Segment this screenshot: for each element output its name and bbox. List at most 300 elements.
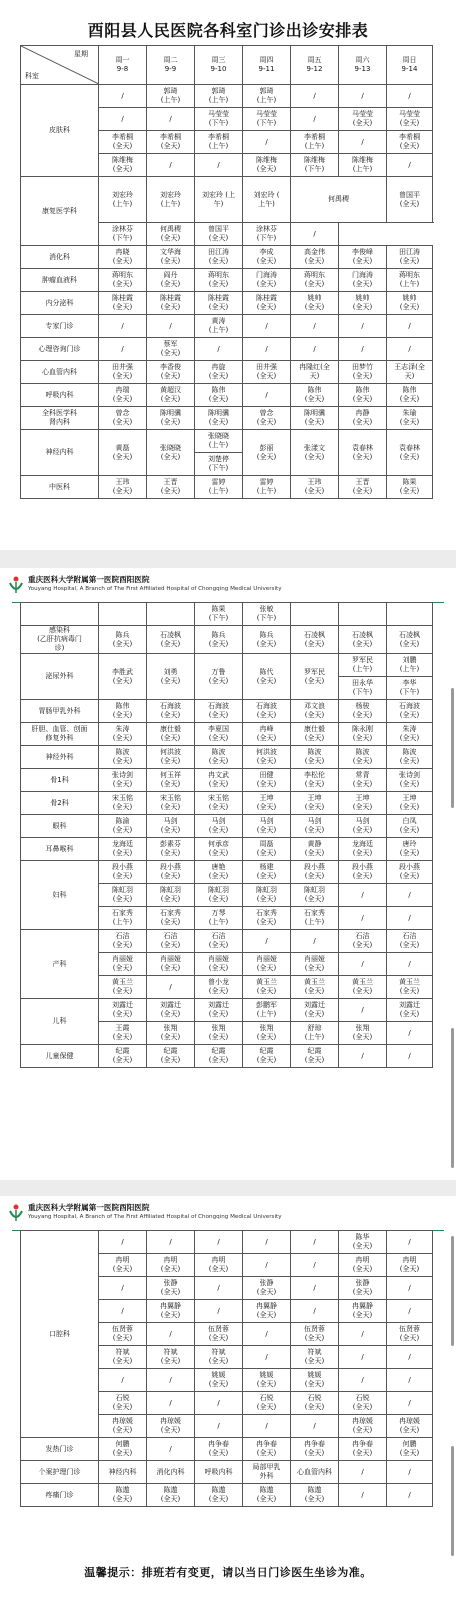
- schedule-cell: 李夏国 (全天): [195, 723, 243, 746]
- schedule-cell: /: [147, 1231, 195, 1254]
- schedule-cell: 纪霞 (全天): [243, 1045, 291, 1068]
- schedule-cell: /: [339, 953, 387, 976]
- schedule-cell: /: [387, 1045, 433, 1068]
- schedule-cell: 曾念 (全天): [243, 407, 291, 430]
- schedule-cell: 冉隆红(全 天): [291, 361, 339, 384]
- schedule-cell: /: [195, 1415, 243, 1438]
- schedule-cell: /: [387, 1346, 433, 1369]
- schedule-cell: 冉明 (全天): [387, 1254, 433, 1277]
- schedule-table-2: [20, 602, 433, 1068]
- schedule-cell: 李希桐 (全天): [387, 131, 433, 154]
- table-row: [21, 361, 433, 384]
- schedule-cell: /: [339, 1484, 387, 1507]
- schedule-cell: 陈虹羽 (全天): [99, 884, 147, 907]
- schedule-cell: 蒋明东 (上午): [387, 269, 433, 292]
- schedule-cell: /: [339, 907, 387, 930]
- schedule-cell: 陈波 (全天): [339, 746, 387, 769]
- day-header-7: 周日 9-14: [387, 46, 433, 85]
- schedule-cell: 朱涛 (全天): [387, 723, 433, 746]
- dept-name: [21, 603, 99, 626]
- schedule-cell: 石凌枫 (全天): [147, 626, 195, 654]
- schedule-cell: 马莹莹 (下午): [195, 108, 243, 131]
- table-row: [21, 269, 433, 292]
- dept-name: 儿科: [21, 999, 99, 1045]
- schedule-cell: 姚帅 (全天): [339, 292, 387, 315]
- schedule-cell: 陈明骥 (全天): [291, 407, 339, 430]
- schedule-cell: 陈华 (全天): [339, 1231, 387, 1254]
- schedule-cell: 陈维梅 (下午): [291, 154, 339, 177]
- schedule-cell: 王晋 (全天): [147, 476, 195, 499]
- schedule-cell: 曾国平 (全天): [195, 223, 243, 246]
- schedule-cell: 舒琼 (上午): [291, 1022, 339, 1045]
- dept-name: 产科: [21, 930, 99, 999]
- schedule-cell: /: [291, 85, 339, 108]
- day-header-4: 周四 9-11: [243, 46, 291, 85]
- schedule-cell: 陈兵 (全天): [243, 626, 291, 654]
- schedule-cell: /: [243, 384, 291, 407]
- schedule-cell: 伍贤蓉 (全天): [195, 1323, 243, 1346]
- hospital-logo-icon: [8, 1203, 24, 1223]
- schedule-cell: /: [291, 1254, 339, 1277]
- schedule-cell: 石海波 (全天): [195, 700, 243, 723]
- schedule-cell: /: [339, 131, 387, 154]
- schedule-cell: /: [339, 1045, 387, 1068]
- dept-name: 眼科: [21, 815, 99, 838]
- day-header-2: 周二 9-9: [147, 46, 195, 85]
- schedule-cell: 何洪波 (全天): [147, 746, 195, 769]
- schedule-cell: 石锐 (全天): [243, 1392, 291, 1415]
- table-row: [21, 292, 433, 315]
- dept-name: 心理咨询门诊: [21, 338, 99, 361]
- schedule-cell: 心血管内科: [291, 1461, 339, 1484]
- schedule-cell: 黄静 (全天): [291, 838, 339, 861]
- schedule-cell: 张漾文 (全天): [291, 430, 339, 476]
- schedule-cell: 符斌 (全天): [195, 1346, 243, 1369]
- schedule-cell: 石家秀 (上午): [291, 907, 339, 930]
- schedule-cell: 雷婷 (上午): [243, 476, 291, 499]
- table-row: [21, 338, 433, 361]
- schedule-cell: 马剑 (全天): [339, 815, 387, 838]
- dept-name: 专家门诊: [21, 315, 99, 338]
- schedule-cell: 宋玉铭 (全天): [147, 792, 195, 815]
- schedule-cell: 陈虹羽 (全天): [291, 884, 339, 907]
- schedule-cell: 龙海廷 (全天): [339, 838, 387, 861]
- hospital-logo-icon: [8, 575, 24, 595]
- schedule-cell: 陈明骥 (全天): [147, 407, 195, 430]
- schedule-cell: 文华海 (全天): [147, 246, 195, 269]
- schedule-cell: 陈波 (全天): [291, 746, 339, 769]
- schedule-cell: 黄玉兰 (全天): [99, 976, 147, 999]
- schedule-cell: 符斌 (全天): [291, 1346, 339, 1369]
- schedule-cell: 唐玲 (全天): [387, 838, 433, 861]
- schedule-cell: 石洁 (全天): [147, 930, 195, 953]
- hospital-name-en: Youyang Hospital, A Branch of The First Affiliated Hospital of Chongqing Medical University: [28, 586, 282, 592]
- scrollbar[interactable]: [451, 688, 454, 808]
- page-title: 酉阳县人民医院各科室门诊出诊安排表: [87, 21, 369, 40]
- schedule-cell: /: [291, 1300, 339, 1323]
- schedule-cell: 何玉祥 (全天): [147, 769, 195, 792]
- schedule-cell: 刘勇 (全天): [147, 654, 195, 700]
- schedule-cell: 黄磊 (全天): [99, 430, 147, 476]
- schedule-cell: /: [339, 1346, 387, 1369]
- schedule-cell: 黄玉兰 (全天): [339, 976, 387, 999]
- schedule-cell: 符斌 (全天): [99, 1346, 147, 1369]
- schedule-cell: /: [147, 154, 195, 177]
- schedule-cell: 彭鹏军 (上午): [243, 999, 291, 1022]
- day-header-5: 周五 9-12: [291, 46, 339, 85]
- schedule-cell: 冉明 (全天): [195, 1254, 243, 1277]
- schedule-cell: /: [339, 1323, 387, 1346]
- schedule-cell: 何鹏 (全天): [387, 1438, 433, 1461]
- dept-name: 儿童保健: [21, 1045, 99, 1068]
- schedule-cell: /: [387, 1300, 433, 1323]
- schedule-cell: 田井强 (全天): [243, 361, 291, 384]
- schedule-cell: 康仕毅 (全天): [147, 723, 195, 746]
- schedule-cell: 石凌枫 (全天): [387, 626, 433, 654]
- schedule-cell: /: [243, 1231, 291, 1254]
- schedule-cell: 神经内科: [99, 1461, 147, 1484]
- schedule-cell: 冉峰 (全天): [243, 723, 291, 746]
- schedule-cell: /: [99, 1369, 147, 1392]
- schedule-cell: 陈伟 (全天): [99, 700, 147, 723]
- schedule-cell: 张晓晓 (上午): [195, 430, 243, 453]
- schedule-cell: 陈永刚 (全天): [339, 723, 387, 746]
- schedule-cell: 冉争春 (全天): [339, 1438, 387, 1461]
- schedule-cell: /: [147, 315, 195, 338]
- table-row: [21, 603, 433, 626]
- corner-weekday-label: 星期: [74, 50, 88, 58]
- schedule-cell: 张翔 (全天): [339, 1022, 387, 1045]
- table-row: [21, 85, 433, 108]
- schedule-cell: 马剑 (全天): [243, 815, 291, 838]
- schedule-cell: 张晓晓 (全天): [147, 430, 195, 476]
- schedule-cell: 周磊 (全天): [243, 838, 291, 861]
- schedule-cell: 陈遨 (全天): [291, 1484, 339, 1507]
- schedule-cell: 石家秀 (全天): [147, 907, 195, 930]
- dept-name: 妇科: [21, 861, 99, 930]
- schedule-cell: 冉争春 (全天): [243, 1438, 291, 1461]
- table-row: [21, 1438, 433, 1461]
- schedule-cell: 曾小龙 (全天): [195, 976, 243, 999]
- schedule-cell: 冉明 (全天): [339, 1254, 387, 1277]
- dept-name: 皮肤科: [21, 85, 99, 177]
- schedule-cell: [339, 603, 387, 626]
- schedule-cell: 高金伟 (全天): [291, 246, 339, 269]
- schedule-cell: 陈桂霞 (全天): [195, 292, 243, 315]
- schedule-cell: 陈伟 (全天): [387, 384, 433, 407]
- schedule-cell: 肖丽娅 (全天): [147, 953, 195, 976]
- schedule-cell: 杨骏 (全天): [339, 700, 387, 723]
- schedule-cell: 田健 (全天): [243, 769, 291, 792]
- schedule-cell: /: [195, 1300, 243, 1323]
- table-row: [21, 430, 433, 453]
- schedule-cell: 冉琼媛 (全天): [147, 1415, 195, 1438]
- day-header-6: 周六 9-13: [339, 46, 387, 85]
- schedule-cell: 刘宏玲 (上 午): [195, 177, 243, 223]
- table-row: [21, 384, 433, 407]
- schedule-cell: /: [195, 1277, 243, 1300]
- schedule-cell: 冉旋 (全天): [195, 361, 243, 384]
- schedule-cell: 陈代 (全天): [243, 654, 291, 700]
- schedule-cell: 何禹稷 (全天): [147, 223, 195, 246]
- schedule-cell: 彭素芬 (全天): [147, 838, 195, 861]
- schedule-cell: 冉翼静 (全天): [147, 1300, 195, 1323]
- hospital-name-en: Youyang Hospital, A Branch of The First Affiliated Hospital of Chongqing Medical University: [28, 1214, 282, 1220]
- schedule-cell: 万琴 (上午): [195, 907, 243, 930]
- schedule-cell: 冉琼媛 (全天): [99, 1415, 147, 1438]
- schedule-cell: 刘鹏 (上午): [387, 654, 433, 677]
- schedule-cell: /: [387, 1484, 433, 1507]
- schedule-cell: 肖丽娅 (全天): [291, 953, 339, 976]
- table-row: [21, 407, 433, 430]
- schedule-cell: 陈伟 (全天): [195, 384, 243, 407]
- schedule-cell: /: [147, 1323, 195, 1346]
- schedule-cell: 黄玉兰 (全天): [243, 976, 291, 999]
- schedule-cell: 李华 (下午): [387, 677, 433, 700]
- schedule-cell: 石锐 (全天): [99, 1392, 147, 1415]
- schedule-cell: /: [147, 1392, 195, 1415]
- schedule-cell: 马莹莹 (全天): [387, 108, 433, 131]
- schedule-cell: 李希桐 (全天): [147, 131, 195, 154]
- header-row: [21, 46, 433, 85]
- table-row: [21, 769, 433, 792]
- schedule-cell: 肖丽娅 (全天): [243, 953, 291, 976]
- schedule-cell: 段小燕 (全天): [291, 861, 339, 884]
- schedule-cell: /: [195, 1392, 243, 1415]
- schedule-cell: /: [147, 1438, 195, 1461]
- schedule-cell: /: [387, 1277, 433, 1300]
- schedule-cell: /: [99, 338, 147, 361]
- schedule-cell: 陈虹羽 (全天): [195, 884, 243, 907]
- schedule-cell: 王坤 (全天): [339, 792, 387, 815]
- dept-name: 呼吸内科: [21, 384, 99, 407]
- schedule-cell: 纪霞 (全天): [291, 1045, 339, 1068]
- schedule-cell: /: [291, 108, 339, 131]
- table-row: [21, 792, 433, 815]
- schedule-cell: 陈桂霞 (全天): [147, 292, 195, 315]
- schedule-cell: /: [99, 1231, 147, 1254]
- schedule-cell: 蒋明东 (全天): [291, 269, 339, 292]
- schedule-cell: 姚媛 (全天): [291, 1369, 339, 1392]
- schedule-cell: /: [195, 338, 243, 361]
- schedule-cell: 消化内科: [147, 1461, 195, 1484]
- schedule-cell: 刘宏玲 (上午): [99, 177, 147, 223]
- schedule-cell: 阎丹 (全天): [147, 269, 195, 292]
- dept-name: 神经外科: [21, 746, 99, 769]
- schedule-cell: 刘露迁 (全天): [147, 999, 195, 1022]
- schedule-cell: 冉琼媛 (全天): [339, 1415, 387, 1438]
- page-3: [0, 1196, 456, 1600]
- dept-name: 个案护理门诊: [21, 1461, 99, 1484]
- scrollbar[interactable]: [451, 1446, 454, 1556]
- schedule-cell: 陈明骥 (全天): [195, 407, 243, 430]
- schedule-cell: 王玮 (全天): [291, 476, 339, 499]
- table-row: [21, 1461, 433, 1484]
- dept-name: 全科医学科 肾内科: [21, 407, 99, 430]
- table-row: [21, 999, 433, 1022]
- table-row: [21, 746, 433, 769]
- schedule-cell: 刘宏玲 (上午): [147, 177, 195, 223]
- schedule-cell: 何禹稷: [291, 177, 387, 223]
- table-row: [21, 177, 433, 223]
- hospital-name: 重庆医科大学附属第一医院酉阳医院: [28, 575, 150, 584]
- schedule-cell: /: [291, 1277, 339, 1300]
- schedule-cell: /: [291, 315, 339, 338]
- schedule-cell: /: [99, 1277, 147, 1300]
- schedule-cell: 刘露迁 (全天): [99, 999, 147, 1022]
- schedule-cell: /: [243, 1346, 291, 1369]
- schedule-cell: /: [387, 85, 433, 108]
- schedule-cell: 李希桐 (上午): [195, 131, 243, 154]
- schedule-cell: 杨建 (全天): [243, 861, 291, 884]
- schedule-cell: 罗军民 (上午): [339, 654, 387, 677]
- schedule-cell: 张静 (全天): [243, 1277, 291, 1300]
- schedule-cell: 李希桐 (上午): [291, 131, 339, 154]
- schedule-cell: 朱瑜 (全天): [387, 407, 433, 430]
- schedule-cell: /: [291, 1231, 339, 1254]
- schedule-cell: 纪霞 (全天): [99, 1045, 147, 1068]
- schedule-cell: 伍贤蓉 (全天): [99, 1323, 147, 1346]
- schedule-cell: 王霞 (全天): [99, 1022, 147, 1045]
- schedule-cell: 冉翼静 (全天): [243, 1300, 291, 1323]
- schedule-cell: /: [147, 976, 195, 999]
- schedule-cell: 陈兵 (全天): [195, 626, 243, 654]
- schedule-cell: 局部甲乳 外科: [243, 1461, 291, 1484]
- schedule-cell: 呼吸内科: [195, 1461, 243, 1484]
- schedule-cell: /: [243, 930, 291, 953]
- schedule-cell: 石海波 (全天): [147, 700, 195, 723]
- schedule-cell: 石凌枫 (全天): [291, 626, 339, 654]
- schedule-cell: /: [339, 85, 387, 108]
- scrollbar[interactable]: [451, 1028, 454, 1168]
- schedule-cell: /: [387, 1022, 433, 1045]
- schedule-cell: 冉琼媛 (全天): [387, 1415, 433, 1438]
- schedule-cell: /: [387, 884, 433, 907]
- dept-name: 耳鼻喉科: [21, 838, 99, 861]
- schedule-cell: 伍贤蓉 (全天): [387, 1323, 433, 1346]
- schedule-cell: 万鲁 (全天): [195, 654, 243, 700]
- table-row: [21, 930, 433, 953]
- schedule-cell: 门海涛 (全天): [243, 269, 291, 292]
- schedule-cell: 陈桂霞 (全天): [243, 292, 291, 315]
- schedule-cell: 冉静 (全天): [339, 407, 387, 430]
- schedule-cell: 伍贤蓉 (全天): [291, 1323, 339, 1346]
- schedule-cell: 马剑 (全天): [195, 815, 243, 838]
- schedule-cell: 李胜武 (全天): [99, 654, 147, 700]
- schedule-cell: 曾念 (全天): [99, 407, 147, 430]
- schedule-cell: 黄玉兰 (全天): [291, 976, 339, 999]
- schedule-cell: 张敏 (下午): [243, 603, 291, 626]
- scrollbar[interactable]: [451, 1236, 454, 1346]
- schedule-cell: 李松伦 (全天): [291, 769, 339, 792]
- schedule-cell: 王坤 (全天): [387, 792, 433, 815]
- dept-name: 肿瘤血液科: [21, 269, 99, 292]
- page-2: [0, 568, 456, 1180]
- schedule-cell: /: [99, 108, 147, 131]
- table-row: [21, 815, 433, 838]
- schedule-cell: 宋玉铭 (全天): [99, 792, 147, 815]
- schedule-cell: 陈遨 (全天): [243, 1484, 291, 1507]
- schedule-cell: 李俊峰 (全天): [339, 246, 387, 269]
- schedule-cell: 黄玉兰 (全天): [387, 976, 433, 999]
- schedule-cell: 郭琦 (上午): [147, 85, 195, 108]
- schedule-table-3: [20, 1230, 433, 1507]
- schedule-cell: 袁春林 (全天): [387, 430, 433, 476]
- schedule-cell: 白凤 (全天): [387, 815, 433, 838]
- schedule-cell: 彭丽 (全天): [243, 430, 291, 476]
- dept-name: 骨2科: [21, 792, 99, 815]
- schedule-cell: /: [147, 1369, 195, 1392]
- schedule-cell: 雷婷 (上午): [195, 476, 243, 499]
- table-row: [21, 1231, 433, 1254]
- schedule-cell: 何承彦 (全天): [195, 838, 243, 861]
- schedule-cell: /: [243, 1323, 291, 1346]
- schedule-cell: 陈兵 (全天): [99, 626, 147, 654]
- schedule-cell: 陈波 (全天): [195, 746, 243, 769]
- schedule-cell: 刘露迁 (全天): [387, 999, 433, 1022]
- schedule-cell: 王志泽(全 天): [387, 361, 433, 384]
- schedule-cell: 张诗剑 (全天): [387, 769, 433, 792]
- schedule-cell: /: [243, 338, 291, 361]
- schedule-cell: 肖丽娅 (全天): [99, 953, 147, 976]
- corner-cell: [21, 46, 99, 85]
- schedule-cell: 张翔 (全天): [195, 1022, 243, 1045]
- schedule-cell: 陈虹羽 (全天): [147, 884, 195, 907]
- schedule-cell: 冉瑞 (全天): [99, 384, 147, 407]
- schedule-cell: /: [387, 154, 433, 177]
- schedule-cell: 田井强 (全天): [99, 361, 147, 384]
- schedule-cell: 刘宏玲 ( 上午): [243, 177, 291, 223]
- schedule-cell: 纪霞 (全天): [195, 1045, 243, 1068]
- schedule-cell: 曾国平 (全天): [387, 177, 433, 223]
- schedule-cell: 康仕毅 (全天): [291, 723, 339, 746]
- schedule-cell: 田江涛 (全天): [387, 246, 433, 269]
- schedule-cell: /: [291, 338, 339, 361]
- dept-name: 疼痛门诊: [21, 1484, 99, 1507]
- schedule-cell: 陈维梅 (全天): [243, 154, 291, 177]
- schedule-cell: 马莹莹 (全天): [339, 108, 387, 131]
- table-row: [21, 1484, 433, 1507]
- dept-name: 胃肠甲乳外科: [21, 700, 99, 723]
- schedule-cell: 田江涛 (全天): [195, 246, 243, 269]
- schedule-cell: 姚媛 (全天): [243, 1369, 291, 1392]
- dept-name: 中医科: [21, 476, 99, 499]
- schedule-table-1: [20, 45, 433, 499]
- table-row: [21, 476, 433, 499]
- schedule-cell: 姚帅 (全天): [387, 292, 433, 315]
- schedule-cell: /: [387, 315, 433, 338]
- schedule-cell: 邓文浪 (全天): [291, 700, 339, 723]
- table-row: [21, 315, 433, 338]
- schedule-cell: /: [243, 315, 291, 338]
- schedule-cell: 陈伟 (全天): [291, 384, 339, 407]
- schedule-cell: /: [387, 1369, 433, 1392]
- schedule-cell: 张诗剑 (全天): [99, 769, 147, 792]
- schedule-cell: 石海波 (全天): [243, 700, 291, 723]
- schedule-cell: 石锐 (全天): [291, 1392, 339, 1415]
- dept-name: 心血管内科: [21, 361, 99, 384]
- schedule-cell: 龙海廷 (全天): [99, 838, 147, 861]
- schedule-cell: 段小燕 (全天): [387, 861, 433, 884]
- schedule-cell: 李希桐 (全天): [99, 131, 147, 154]
- schedule-cell: 张翔 (全天): [243, 1022, 291, 1045]
- dept-name: 骨1科: [21, 769, 99, 792]
- schedule-cell: 黄涛 (上午): [195, 315, 243, 338]
- schedule-cell: 冉争春 (全天): [291, 1438, 339, 1461]
- schedule-cell: 刘露迁 (全天): [195, 999, 243, 1022]
- schedule-cell: /: [339, 884, 387, 907]
- schedule-cell: /: [99, 85, 147, 108]
